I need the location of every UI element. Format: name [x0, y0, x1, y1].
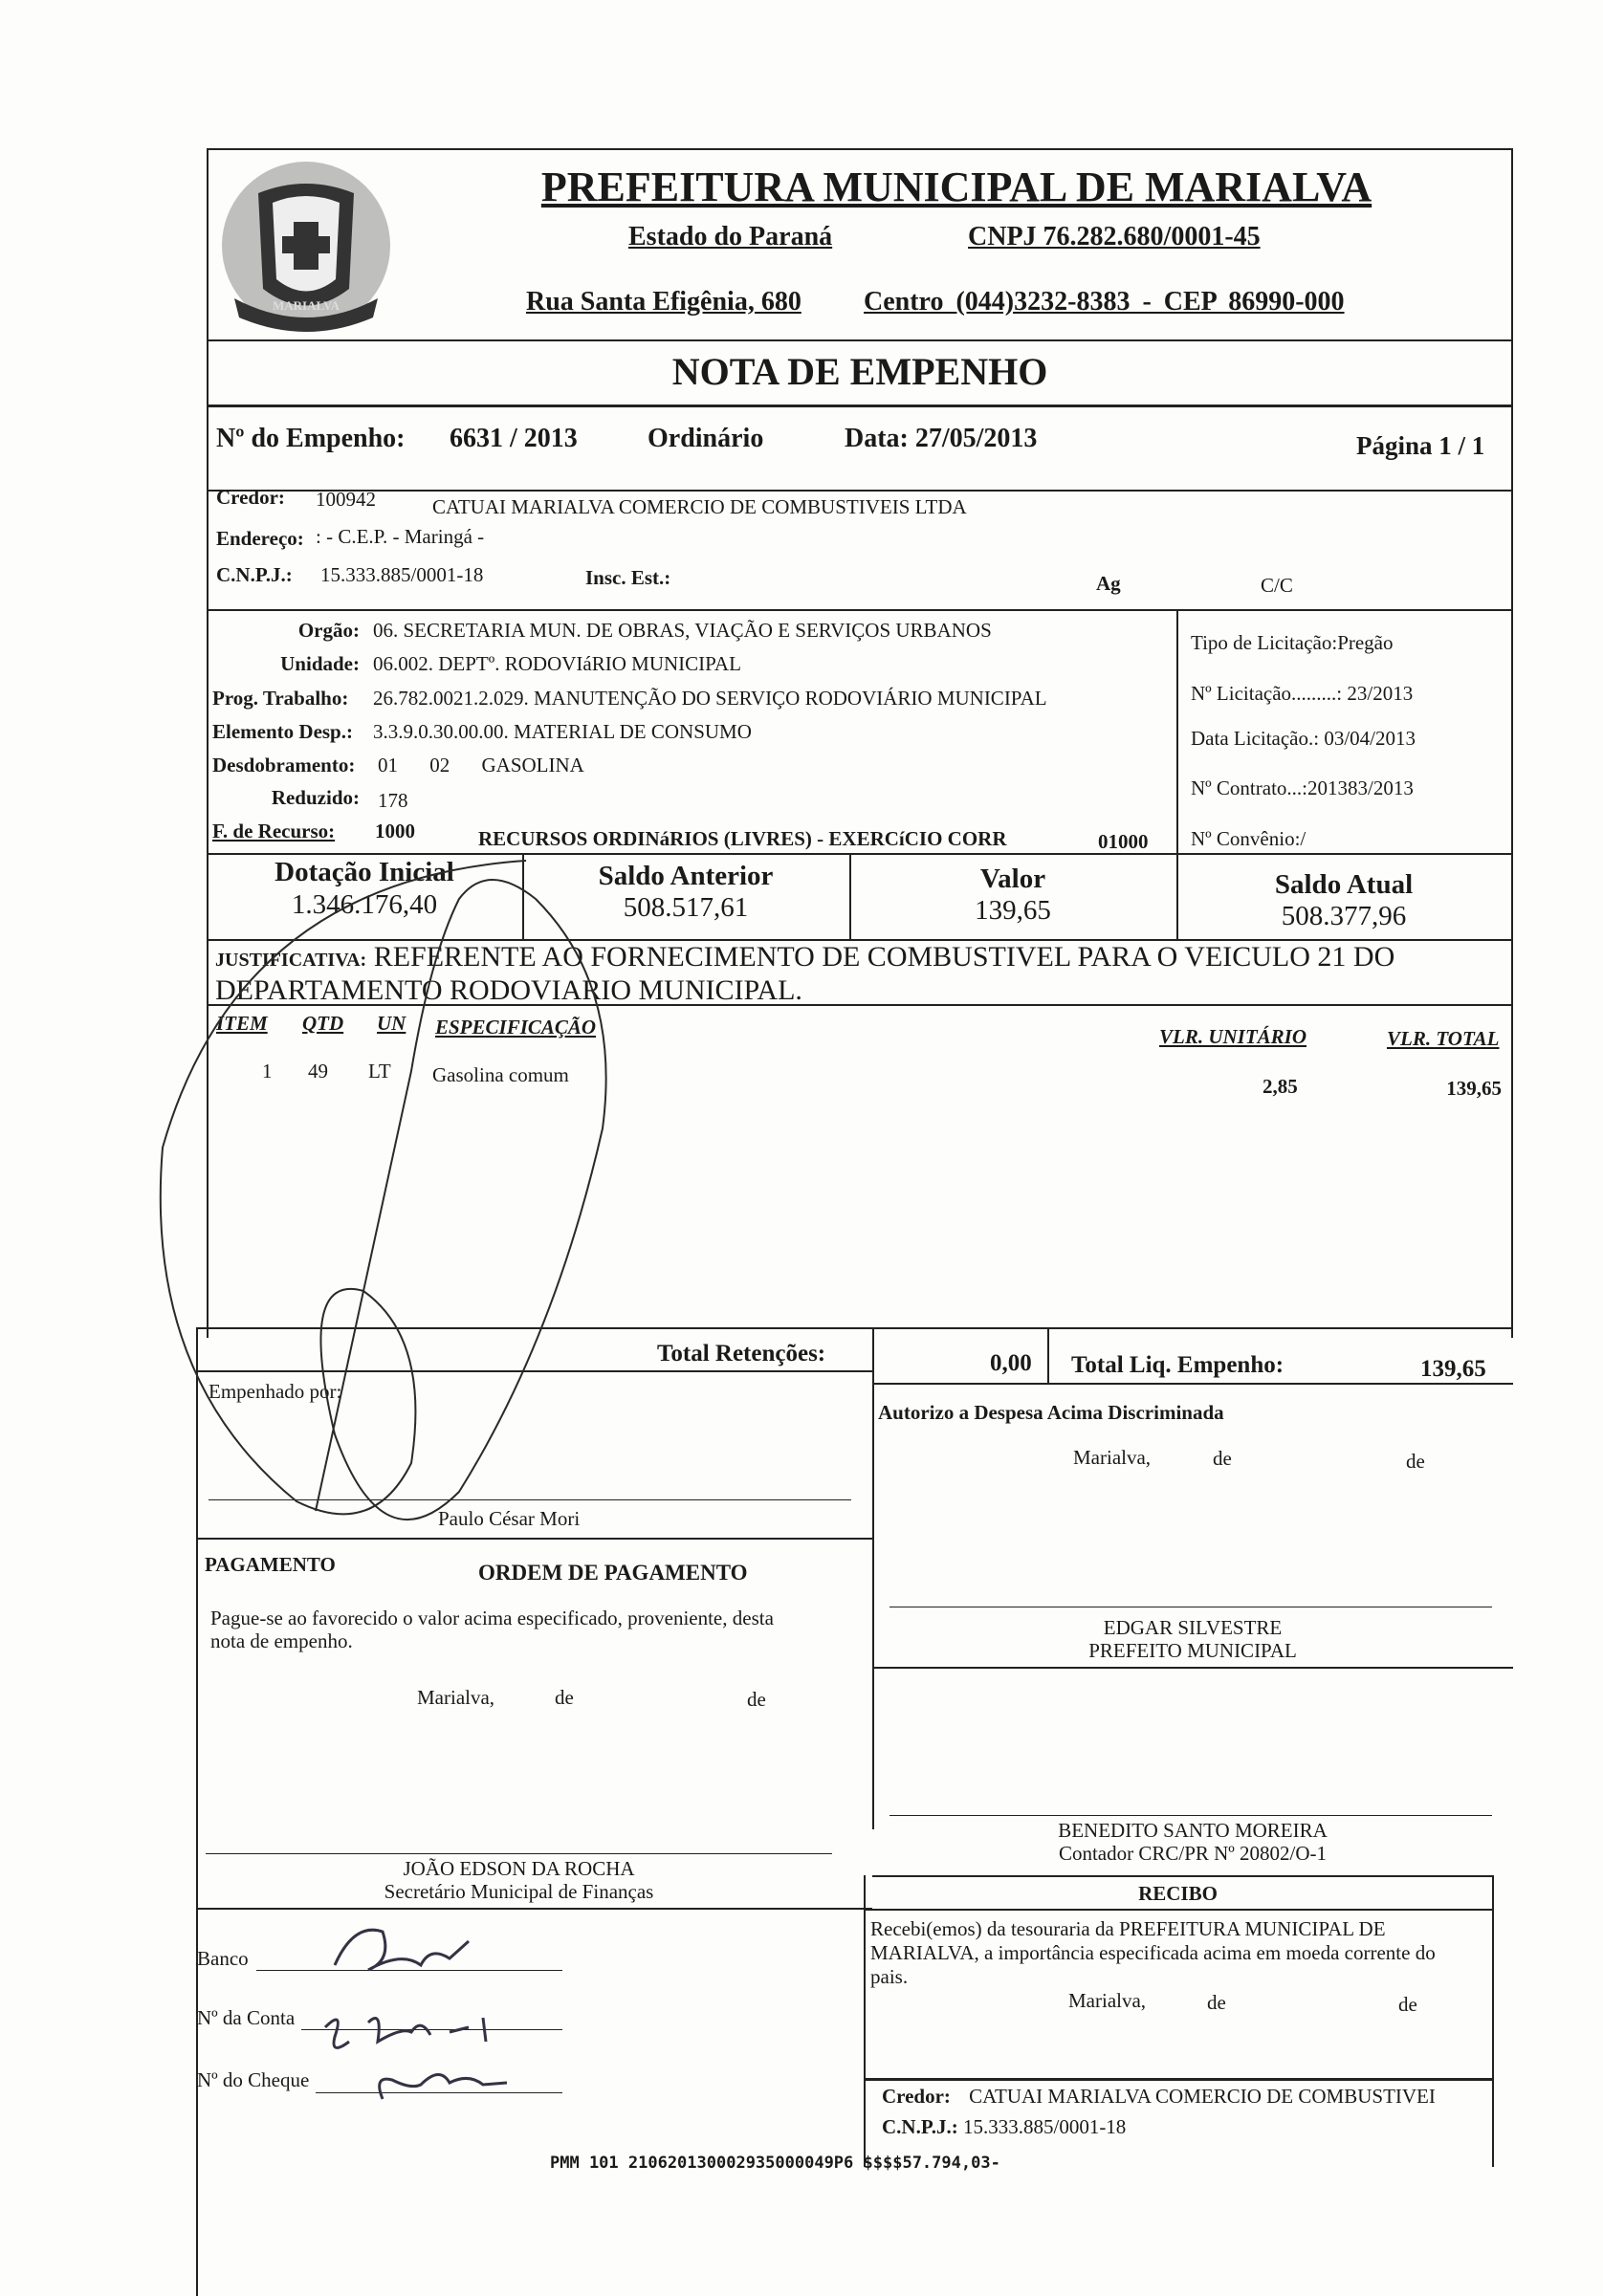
saldo-anterior-label: Saldo Anterior	[598, 861, 774, 891]
credor-ag-label: Ag	[1096, 572, 1121, 595]
header-state: Estado do Paraná	[628, 222, 833, 251]
sec-name: JOÃO EDSON DA ROCHA	[403, 1857, 635, 1880]
licitacao-numero: Nº Licitação.........: 23/2013	[1191, 682, 1414, 705]
saldo-anterior-value: 508.517,61	[623, 892, 749, 923]
pagamento-text	[210, 1607, 774, 1652]
ordem-pagamento: ORDEM DE PAGAMENTO	[478, 1561, 748, 1585]
col-qtd: QTD	[302, 1012, 344, 1035]
desdobramento-label: Desdobramento:	[212, 754, 356, 776]
elemento-value: 3.3.9.0.30.00.00. MATERIAL DE CONSUMO	[373, 720, 752, 743]
saldo-atual-label: Saldo Atual	[1274, 869, 1414, 900]
recibo-credor: CATUAI MARIALVA COMERCIO DE COMBUSTIVEI	[969, 2085, 1436, 2108]
prog-value: 26.782.0021.2.029. MANUTENÇÃO DO SERVIÇO RODOVIÁRIO MUNICIPAL	[373, 687, 1047, 710]
header-street: Rua Santa Efigênia, 680	[526, 287, 802, 317]
dotacao-label: Dotação Inicial	[274, 857, 454, 887]
recurso-label: F. de Recurso:	[212, 820, 336, 842]
pagamento-de1: de	[555, 1686, 574, 1709]
empenho-page: Página 1 / 1	[1356, 431, 1485, 460]
col-unit: VLR. UNITÁRIO	[1159, 1025, 1307, 1048]
doc-title: NOTA DE EMPENHO	[671, 350, 1048, 393]
credor-cc-label: C/C	[1261, 574, 1293, 597]
row-un: LT	[368, 1060, 391, 1082]
licitacao-contrato: Nº Contrato...:201383/2013	[1191, 776, 1414, 799]
credor-insc-label: Insc. Est.:	[585, 566, 671, 589]
signature-scribble	[124, 842, 641, 1568]
prog-label: Prog. Trabalho:	[212, 687, 349, 710]
liquido-label: Total Liq. Empenho:	[1071, 1352, 1285, 1378]
credor-code: 100942	[316, 488, 376, 511]
empenho-type: Ordinário	[648, 424, 764, 453]
autorizo-text: Autorizo a Despesa Acima Discriminada	[878, 1401, 1224, 1424]
licitacao-convenio: Nº Convênio:/	[1191, 827, 1307, 850]
empenhado-label: Empenhado por:	[209, 1380, 342, 1403]
frame-right	[1511, 148, 1513, 1338]
recibo-text1: Recebi(emos) da tesouraria da PREFEITURA MUNICIPAL DE	[870, 1917, 1386, 1940]
col-un: UN	[377, 1012, 406, 1035]
prefeito-name: EDGAR SILVESTRE	[1103, 1616, 1283, 1639]
recibo-credor-label: Credor:	[882, 2085, 951, 2108]
recibo-de1: de	[1207, 1991, 1226, 2014]
empenhado-name: Paulo César Mori	[438, 1507, 581, 1530]
recibo-marialva: Marialva,	[1068, 1989, 1147, 2012]
pagamento-de2: de	[747, 1688, 766, 1711]
row-item: 1	[262, 1060, 273, 1082]
dotacao-value: 1.346.176,40	[291, 889, 438, 920]
recurso-num: 01000	[1098, 830, 1149, 853]
reduzido-label: Reduzido:	[271, 786, 360, 809]
valor-value: 139,65	[975, 895, 1051, 926]
recibo-title: RECIBO	[1138, 1882, 1218, 1905]
recibo-cnpj-label: C.N.P.J.:	[882, 2115, 958, 2138]
row-spec: Gasolina comum	[432, 1063, 569, 1086]
recibo-text	[870, 1917, 1482, 1989]
col-total: VLR. TOTAL	[1387, 1027, 1500, 1050]
reduzido-value: 178	[378, 789, 408, 812]
empenho-number-label: Nº do Empenho:	[216, 424, 406, 453]
seal-text: MARIALVA	[273, 298, 340, 313]
row-unit: 2,85	[1263, 1075, 1298, 1098]
elemento-label: Elemento Desp.:	[212, 720, 353, 743]
pagamento-label: PAGAMENTO	[205, 1553, 336, 1576]
cheque-label: Nº do Cheque	[197, 2068, 310, 2091]
pagamento-marialva: Marialva,	[417, 1686, 495, 1709]
pagamento-text1: Pague-se ao favorecido o valor acima especificado, proveniente, desta	[210, 1607, 774, 1629]
credor-cnpj-label: C.N.P.J.:	[216, 563, 293, 586]
recurso-desc: RECURSOS ORDINáRIOS (LIVRES) - EXERCíCIO CORR	[478, 827, 1007, 850]
autorizo-marialva: Marialva,	[1073, 1446, 1152, 1469]
handwritten-entries	[316, 1913, 564, 2113]
retencoes-label: Total Retenções:	[657, 1341, 826, 1367]
header-cnpj: CNPJ 76.282.680/0001-45	[968, 222, 1261, 251]
liquido-value: 139,65	[1420, 1356, 1486, 1382]
col-spec: ESPECIFICAÇÃO	[435, 1016, 597, 1039]
recurso-code: 1000	[375, 820, 415, 842]
sec-title: Secretário Municipal de Finanças	[384, 1880, 654, 1903]
orgao-label: Orgão:	[297, 619, 360, 642]
desdobramento-value: 01 02 GASOLINA	[378, 754, 584, 776]
licitacao-tipo: Tipo de Licitação:Pregão	[1191, 631, 1394, 654]
saldo-atual-value: 508.377,96	[1281, 901, 1407, 931]
empenho-date: Data: 27/05/2013	[845, 424, 1038, 453]
credor-label: Credor:	[216, 486, 285, 509]
banco-label: Banco	[197, 1947, 249, 1970]
justificativa-line2: DEPARTAMENTO RODOVIARIO MUNICIPAL.	[215, 974, 802, 1006]
justificativa-line1: REFERENTE AO FORNECIMENTO DE COMBUSTIVEL PARA O VEICULO 21 DO	[373, 941, 1395, 973]
autorizo-de2: de	[1406, 1450, 1425, 1473]
unidade-value: 06.002. DEPTº. RODOVIáRIO MUNICIPAL	[373, 652, 741, 675]
unidade-label: Unidade:	[280, 652, 360, 675]
prefeito-title: PREFEITO MUNICIPAL	[1088, 1639, 1297, 1662]
contador-title: Contador CRC/PR Nº 20802/O-1	[1058, 1842, 1328, 1865]
orgao-value: 06. SECRETARIA MUN. DE OBRAS, VIAÇÃO E SERVIÇOS URBANOS	[373, 619, 992, 642]
retencoes-value: 0,00	[990, 1350, 1032, 1376]
autorizo-de1: de	[1213, 1447, 1232, 1470]
pagamento-text2: nota de empenho.	[210, 1629, 353, 1652]
justificativa-label: JUSTIFICATIVA:	[215, 950, 367, 971]
conta-label: Nº da Conta	[197, 2006, 296, 2029]
col-item: ITEM	[216, 1012, 268, 1035]
recibo-cnpj: 15.333.885/0001-18	[962, 2115, 1127, 2138]
recibo-text2: MARIALVA, a importância especificada acima em moeda corrente do	[870, 1941, 1436, 1964]
row-total: 139,65	[1446, 1077, 1502, 1100]
valor-label: Valor	[979, 864, 1046, 894]
header-address: Centro (044)3232-8383 - CEP 86990-000	[864, 287, 1345, 317]
recibo-de2: de	[1398, 1993, 1417, 2016]
credor-address: : - C.E.P. - Maringá -	[316, 525, 485, 548]
licitacao-data: Data Licitação.: 03/04/2013	[1191, 727, 1416, 750]
contador-name: BENEDITO SANTO MOREIRA	[1058, 1819, 1328, 1842]
empenho-number: 6631 / 2013	[450, 424, 578, 453]
credor-cnpj: 15.333.885/0001-18	[320, 563, 484, 586]
header-title: PREFEITURA MUNICIPAL DE MARIALVA	[540, 164, 1372, 210]
credor-address-label: Endereço:	[216, 527, 304, 550]
recibo-text3: pais.	[870, 1965, 909, 1988]
row-qtd: 49	[308, 1060, 328, 1082]
coat-of-arms-icon	[215, 155, 397, 341]
frame-top	[207, 148, 1513, 150]
credor-name: CATUAI MARIALVA COMERCIO DE COMBUSTIVEIS LTDA	[432, 495, 967, 518]
footer-code: PMM 101 210620130002935000049P6 $$$$57.794,03-	[550, 2154, 1000, 2173]
